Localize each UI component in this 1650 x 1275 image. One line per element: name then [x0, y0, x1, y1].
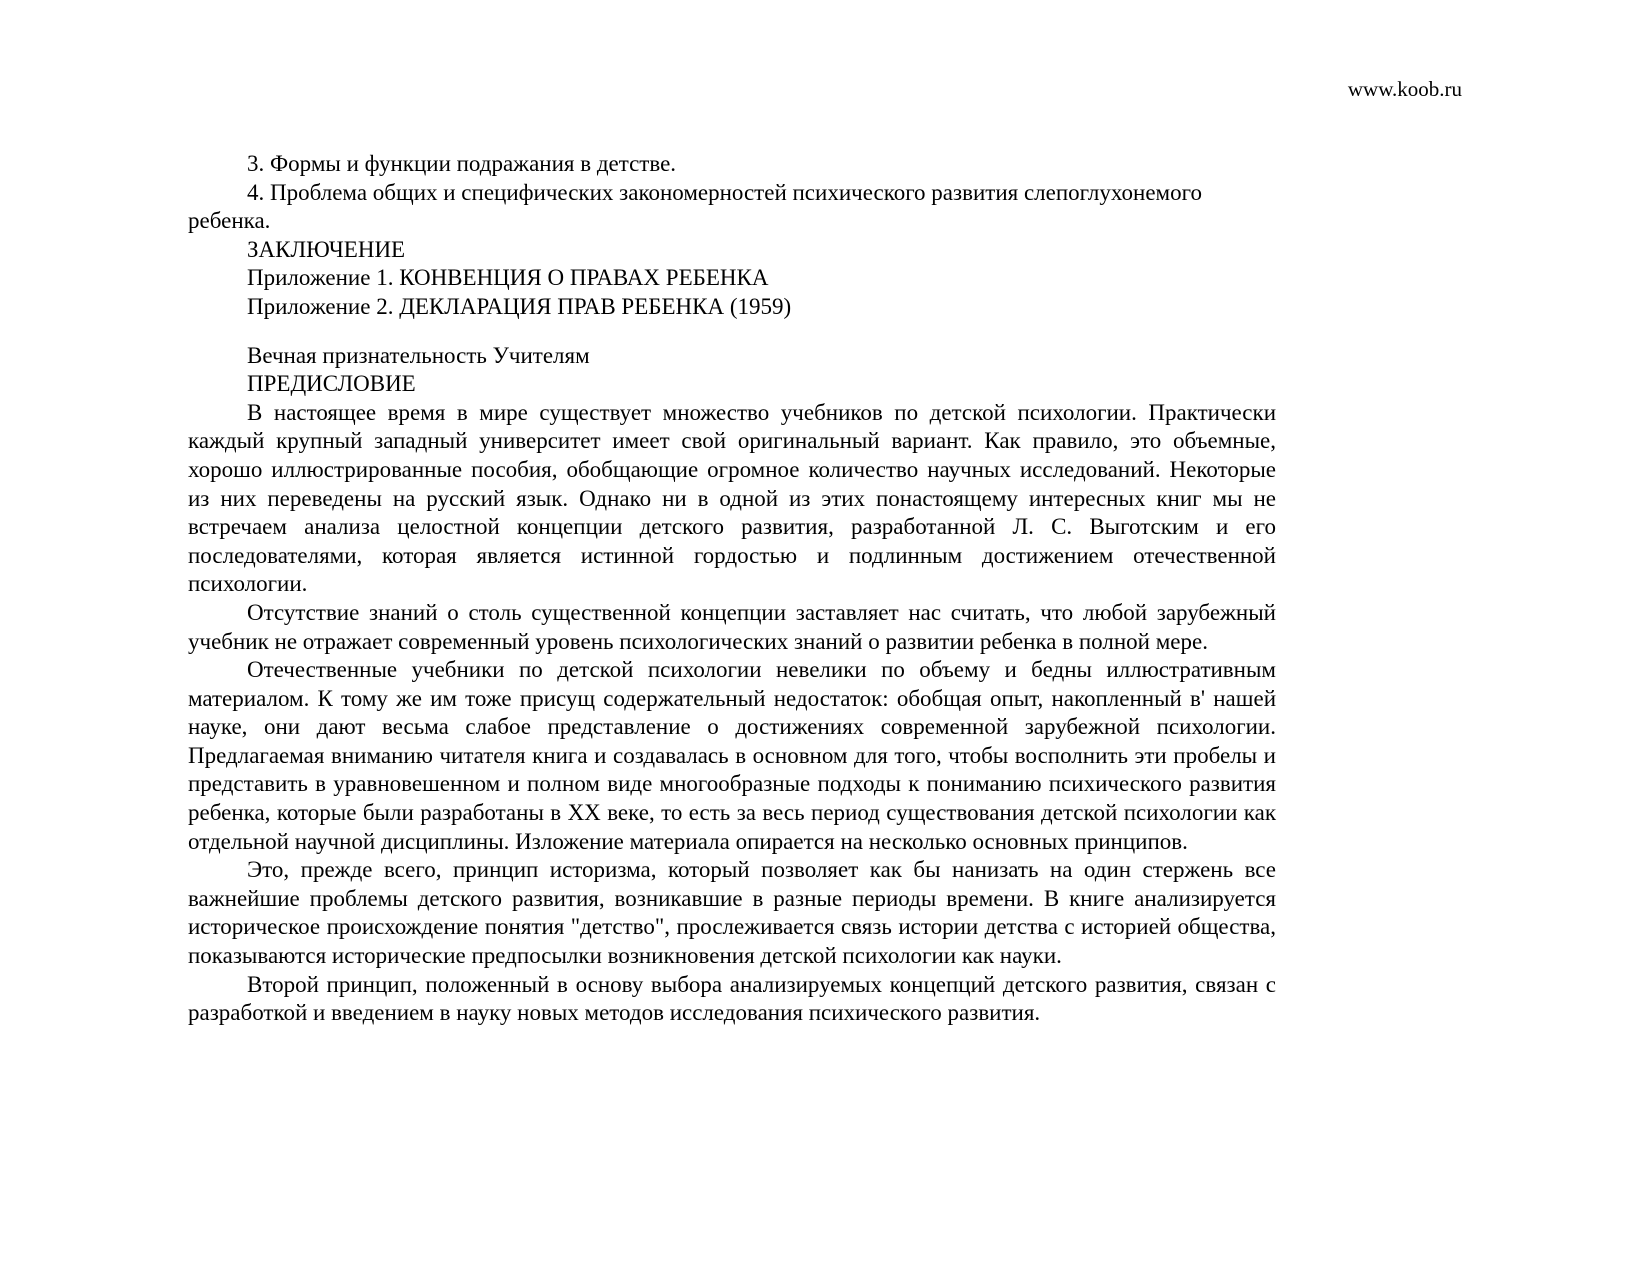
- dedication: Вечная признательность Учителям: [247, 342, 590, 368]
- spacer: [188, 322, 1276, 342]
- toc-item: ЗАКЛЮЧЕНИЕ: [247, 236, 406, 262]
- toc-item: 3. Формы и функции подражания в детстве.: [247, 151, 677, 176]
- header-url: www.koob.ru: [1347, 77, 1462, 101]
- document-body: [188, 150, 1276, 1028]
- paragraph: Второй принцип, положенный в основу выбора анализируемых концепций детского развития, связан с разработкой и введением в науку новых методов исследования психического развития.: [188, 971, 1276, 1026]
- toc-item: Приложение 1. КОНВЕНЦИЯ О ПРАВАХ РЕБЕНКА: [247, 265, 769, 291]
- toc-item: 4. Проблема общих и специфических закономерностей психического развития слепоглухонемого ребенка.: [188, 179, 1202, 234]
- paragraph: В настоящее время в мире существует множество учебников по детской психологии. Практически каждый крупный западный университет имеет свой оригинальный вариант. Как правило, это объемные, хорошо иллюстрированные пособия, обобщающие огромное количество научных исследований. Некоторые из них переведены на русский язык. Однако ни в одной из этих понастоящему интересных книг мы не встречаем анализа целостной концепции детского развития, разработанной Л. С. Выготским и его последователями, которая является истинной гордостью и подлинным достижением отечественной психологии.: [188, 399, 1276, 597]
- paragraph: Это, прежде всего, принцип историзма, который позволяет как бы нанизать на один стержень все важнейшие проблемы детского развития, возникавшие в разные периоды времени. В книге анализируется историческое происхождение понятия "детство", прослеживается связь истории детства с историей общества, показываются исторические предпосылки возникновения детской психологии как науки.: [188, 857, 1276, 969]
- paragraph: Отсутствие знаний о столь существенной концепции заставляет нас считать, что любой зарубежный учебник не отражает современный уровень психологических знаний о развитии ребенка в полной мере.: [188, 599, 1276, 654]
- toc-item: Приложение 2. ДЕКЛАРАЦИЯ ПРАВ РЕБЕНКА (1959): [247, 293, 792, 319]
- paragraph: Отечественные учебники по детской психологии невелики по объему и бедны иллюстративным материалом. К тому же им тоже присущ содержательный недостаток: обобщая опыт, накопленный в' нашей науке, они дают весьма слабое представление о достижениях современной зарубежной психологии. Предлагаемая вниманию читателя книга и создавалась в основном для того, чтобы восполнить эти пробелы и представить в уравновешенном и полном виде многообразные подходы к пониманию психического развития ребенка, которые были разработаны в XX веке, то есть за весь период существования детской психологии как отдельной научной дисциплины. Изложение материала опирается на несколько основных принципов.: [188, 657, 1276, 854]
- preface-title: ПРЕДИСЛОВИЕ: [247, 371, 416, 397]
